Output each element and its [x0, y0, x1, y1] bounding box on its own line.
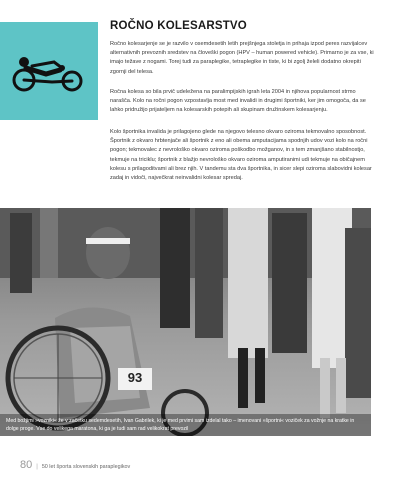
footer-separator: | [36, 464, 38, 470]
handcycle-icon-box [0, 22, 98, 120]
race-photo [0, 208, 371, 436]
paragraph-2: Ročna kolesa so bila prvič udeležena na paralimpijskih igrah leta 2004 in njihova popularnost strmo narašča. Kolo na ročni pogon vzpostavlja most med invalidi in drugimi športniki, ker jim omogoča, da se lahko pridružijo prijateljem na kolesarskih potepih ali skupinam družinskem kolesarjenju. [110, 89, 366, 114]
footer-text: 50 let športa slovenskih paraplegikov [41, 464, 131, 470]
bib-number: 93 [127, 370, 143, 385]
page-title: ROČNO KOLESARSTVO [110, 20, 247, 32]
page-number: 80 [20, 459, 33, 471]
handcycle-icon [12, 44, 86, 94]
paragraph-1: Ročno kolesarjenje se je razvilo v osemdesetih letih prejšnjega stoletja in prihaja izpod peres razvijalcev alternativnih prevoznih sredstev na človeški pogon (HPV – human powered vehicle). Primarno je za vse, ki imajo težave z nogami. Torej tudi za paraplegike, tetraplegike in tiste, ki bi zgolj želeli dodatno okrepiti zgornji del telesa. [110, 41, 374, 75]
race-photo-image [0, 208, 371, 436]
page-footer [20, 459, 130, 471]
photo-caption: Med božjimi »vozniki« že v začetku sedemdesetih, Ivan Gabrilek, ki je med prvimi sam izdelal tako – imenovani »športni« voziček za vožnje na kratke in dolge proge. Vse do velikega maratona, ki ga je tudi sam rad velikokrat prevozil [6, 418, 355, 432]
paragraph-3: Kolo športnika invalida je prilagojeno glede na njegovo telesno okvaro oziroma tekmovalno sposobnost. Športnik z okvaro hrbtenjače ali športnik z eno ali obema amputacijama spodnjih udov vozi kolo na ročni pogon; tekmovalec z nevrološko okvaro oziroma poškodbo možganov, in s tem zmanjšano stabilnostjo, tekmuje na triciklu; športnik z blažjo nevrološko okvaro oziroma amputiranimi udi tekmuje na običajnem kolesu s prilagoditvami ali brez njih. V tandemu sta dva športnika, in sicer slepi oziroma slabovidni kolesar zadaj in vidoči, največkrat neinvalidni kolesar spredaj. [110, 129, 372, 182]
